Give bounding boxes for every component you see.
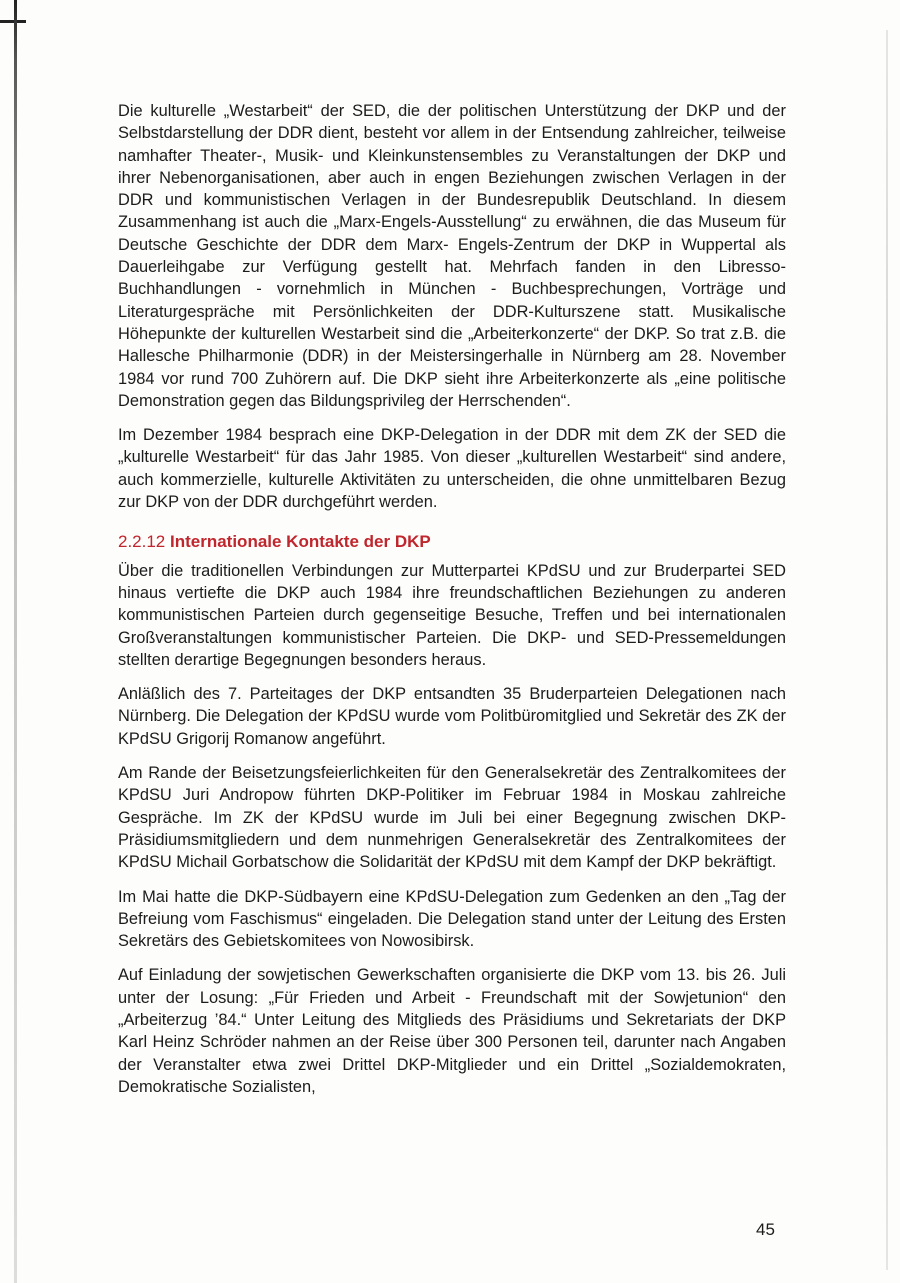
paragraph: Die kulturelle „Westarbeit“ der SED, die der politischen Unterstützung der DKP und der Selbstdarstellung der DDR dient, besteht vor allem in der Entsendung zahlreicher, teilweise namhafter Theater-, Musik- und Kleinkunstensembles zu Veranstaltungen der DKP und ihrer Nebenorganisationen, aber auch in engen Beziehungen zwischen Verlagen in der DDR und kommunistischen Verlagen in der Bundesrepublik Deutschland. In diesem Zusammenhang ist auch die „Marx-Engels-Ausstellung“ zu erwähnen, die das Museum für Deutsche Geschichte der DDR dem Marx- Engels-Zentrum der DKP in Wuppertal als Dauerleihgabe zur Verfügung gestellt hat. Mehrfach fanden in den Libresso-Buchhandlungen - vornehmlich in München - Buchbesprechungen, Vorträge und Literaturgespräche mit Persönlichkeiten der DDR-Kulturszene statt. Musikalische Höhepunkte der kulturellen Westarbeit sind die „Arbeiterkonzerte“ der DKP. So trat z.B. die Hallesche Philharmonie (DDR) in der Meistersingerhalle in Nürnberg am 28. November 1984 vor rund 700 Zuhörern auf. Die DKP sieht ihre Arbeiterkonzerte als „eine politische Demonstration gegen das Bildungsprivileg der Herrschenden“.	[118, 102, 786, 410]
section-heading	[118, 531, 786, 553]
page-body	[118, 100, 786, 1110]
scan-edge-mark	[0, 20, 26, 23]
paragraph: Im Dezember 1984 besprach eine DKP-Delegation in der DDR mit dem ZK der SED die „kulturelle Westarbeit“ für das Jahr 1985. Von dieser „kulturellen Westarbeit“ sind andere, auch kommerzielle, kulturelle Aktivitäten zu unterscheiden, die ohne unmittelbaren Bezug zur DKP von der DDR durchgeführt werden.	[118, 426, 786, 512]
section-number: 2.2.12	[118, 532, 166, 552]
paragraph: Auf Einladung der sowjetischen Gewerkschaften organisierte die DKP vom 13. bis 26. Juli unter der Losung: „Für Frieden und Arbeit - Freundschaft mit der Sowjetunion“ den „Arbeiterzug ’84.“ Unter Leitung des Mitglieds des Präsidiums und Sekretariats der DKP Karl Heinz Schröder nahmen an der Reise über 300 Personen teil, darunter nach Angaben der Veranstalter etwa zwei Drittel DKP-Mitglieder und ein Drittel „Sozialdemokraten, Demokratische Sozialisten,	[118, 966, 786, 1096]
paragraph: Im Mai hatte die DKP-Südbayern eine KPdSU-Delegation zum Gedenken an den „Tag der Befreiung vom Faschismus“ eingeladen. Die Delegation stand unter der Leitung des Ersten Sekretärs des Gebietskomitees von Nowosibirsk.	[118, 887, 786, 951]
section-title: Internationale Kontakte der DKP	[170, 532, 431, 552]
paragraph: Über die traditionellen Verbindungen zur Mutterpartei KPdSU und zur Bruderpartei SED hinaus vertiefte die DKP auch 1984 ihre freundschaftlichen Beziehungen zu anderen kommunistischen Parteien durch gegenseitige Besuche, Treffen und bei internationalen Großveranstaltungen kommunistischer Parteien. Die DKP- und SED-Pressemeldungen stellten derartige Begegnungen besonders heraus.	[118, 561, 786, 669]
scan-left-edge	[14, 0, 17, 1283]
paragraph: Anläßlich des 7. Parteitages der DKP entsandten 35 Bruderparteien Delegationen nach Nürnberg. Die Delegation der KPdSU wurde vom Politbüromitglied und Sekretär des ZK der KPdSU Grigorij Romanow angeführt.	[118, 685, 786, 748]
page-number: 45	[756, 1220, 775, 1239]
paragraph: Am Rande der Beisetzungsfeierlichkeiten für den Generalsekretär des Zentralkomitees der KPdSU Juri Andropow führten DKP-Politiker im Februar 1984 in Moskau zahlreiche Gespräche. Im ZK der KPdSU wurde im Juli bei einer Begegnung zwischen DKP-Präsidiumsmitgliedern und dem nunmehrigen Generalsekretär des Zentralkomitees der KPdSU Michail Gorbatschow die Solidarität der KPdSU mit dem Kampf der DKP bekräftigt.	[118, 764, 786, 872]
scan-right-edge	[886, 30, 888, 1270]
